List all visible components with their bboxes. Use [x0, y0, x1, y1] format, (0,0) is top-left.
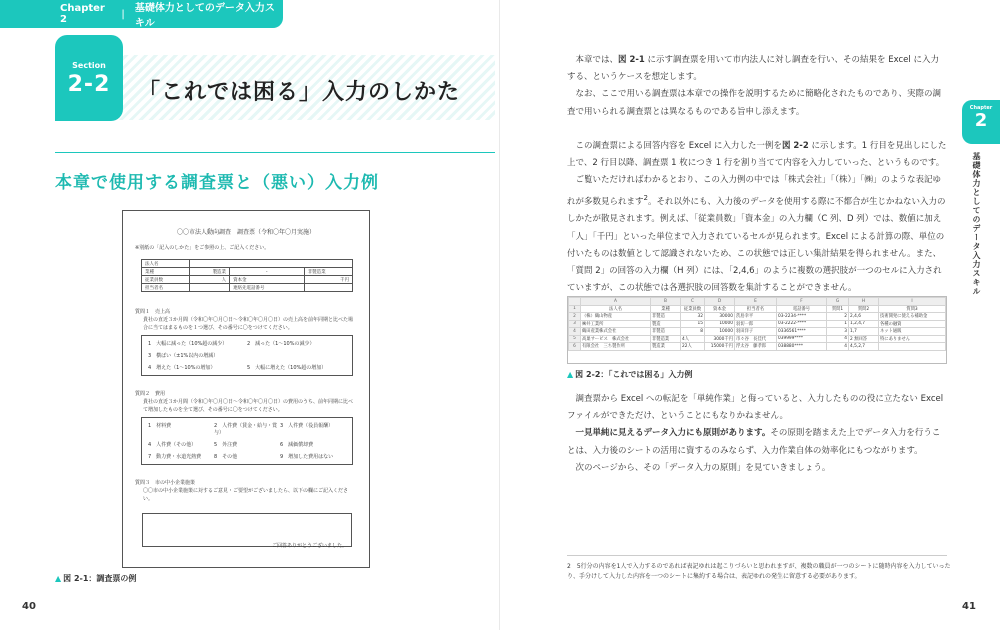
sheet-cell: 茨島幸平 — [735, 313, 777, 321]
sheet-cell: （株）鶴山物産 — [581, 313, 651, 321]
option — [247, 352, 346, 359]
survey-info-table — [141, 259, 353, 292]
paragraph: 調査票から Excel への転記を「単純作業」と侮っていると、入力したものの役に立たない Excel ファイルができただけ、ということにもなりかねません。 — [567, 394, 944, 422]
table-cell: ・ — [230, 268, 305, 276]
sheet-cell: 4人 — [681, 335, 705, 343]
sheet-row-number: 3 — [569, 320, 581, 328]
sheet-cell: 製造 — [651, 320, 681, 328]
table-row — [569, 320, 946, 328]
figure-caption-right — [567, 369, 692, 380]
sheet-cell: 2,4,6 — [849, 313, 879, 321]
sheet-cell: 30000 — [705, 313, 735, 321]
sheet-cell: 技術開発に使える補助金 — [879, 313, 946, 321]
chapter-header-tab — [0, 0, 283, 28]
sheet-column-header-row — [569, 298, 946, 306]
sheet-header-cell: G — [827, 298, 849, 306]
table-cell: 千円 — [304, 276, 352, 284]
sheet-cell: 羽田洋子 — [735, 328, 777, 336]
sheet-row-number: 4 — [569, 328, 581, 336]
footnote: 2 5行分の内容を1人で入力するのであれば表記ゆれは起こりづらいと思われますが、複数の職員が一つのシートに随時内容を入力していったり、手分けして入力した内容を一つのシートに集約する場合は、表記ゆれの発生に留意する必要があります。 — [567, 563, 951, 580]
section-badge — [55, 35, 123, 121]
sheet-cell: 各種の融資 — [879, 320, 946, 328]
table-cell: 従業員数 — [142, 276, 190, 284]
survey-title: 〇〇市法人動向調査 調査票（令和〇年〇月実施） — [176, 229, 315, 236]
sheet-cell: 質問3 — [879, 305, 946, 313]
table-cell: 法人名 — [142, 260, 190, 268]
table-row — [569, 305, 946, 313]
option: 8 その他 — [214, 454, 238, 460]
sheet-cell: 法人名 — [581, 305, 651, 313]
sheet-cell: 15 — [681, 320, 705, 328]
question-1-heading: 質問１ 売上高 — [135, 309, 171, 315]
sheet-header-cell: I — [879, 298, 946, 306]
sheet-cell: 従業員数 — [681, 305, 705, 313]
sheet-cell: 電話番号 — [777, 305, 827, 313]
option: 7 動力費・水道光熱費 — [148, 454, 202, 460]
question-3-heading: 質問３ 市の中小企業施策 — [135, 480, 196, 486]
question-3-text: 〇〇市の中小企業施策に対するご意見・ご要望がございましたら、以下の欄にご記入ください。 — [143, 488, 349, 502]
paragraph: この調査票による回答内容を Excel に入力した一例を図 2-2 に示します。1 行目を見出しにした上で、2 行目以降、調査票 1 枚につき 1 行を割り当てて内容を入力していった、というものです。 — [567, 140, 947, 169]
side-chapter-title: 基礎体力としてのデータ入力スキル — [972, 152, 981, 296]
sheet-cell: 3 — [827, 328, 849, 336]
sheet-cell: 10000 — [705, 320, 735, 328]
table-row — [569, 335, 946, 343]
option: 5 大幅に増えた（10%超の増加） — [247, 365, 327, 371]
sheet-cell: ㈱井工業所 — [581, 320, 651, 328]
section-title: 「これでは困る」入力のしかた — [138, 80, 461, 105]
sheet-row-number: 2 — [569, 313, 581, 321]
triangle-icon: ▲ — [55, 574, 62, 583]
sheet-cell: 03-2222-**** — [777, 320, 827, 328]
excel-sheet-figure — [567, 296, 947, 364]
sheet-cell — [879, 343, 946, 351]
paragraph: ご覧いただければわかるとおり、この入力例の中では「株式会社」「（株）」「㈱」のような表記ゆれが多数見られます$^2$。それ以外にも、入力後のデータを使用する際に不都合が生じかねない入力のしかたが散見されます。例えば、「従業員数」「資本金」の入力欄（C 列、D 列）では、数値に加え「人」「千円」といった単位まで入力されているセルが見られます。Excel による計算の際、単位の付いたものは数値として認識されないため、この状態では正しい集計結果を得られません。また、「質問 2」の回答の入力欄（H 列）には、「2,4,6」のように複数の選択肢が一つのセルに入力されていますが、この状態では各選択肢の回答数を集計することができません。 — [567, 175, 946, 294]
question-1-options — [141, 335, 353, 376]
body-text-top — [567, 52, 947, 297]
table-row — [142, 276, 353, 284]
chapter-separator: | — [121, 8, 125, 20]
table-row — [569, 313, 946, 321]
option: 1 材料費 — [148, 423, 172, 429]
sheet-cell: 質問2 — [849, 305, 879, 313]
paragraph: 一見単純に見えるデータ入力にも原則があります。その原則を踏まえた上でデータ入力を行うことは、入力後のシートの活用に資するのみならず、入力作業自体の効率化にもつながります。 — [567, 428, 941, 456]
sheet-cell: 32 — [681, 313, 705, 321]
option: 3 人件費（役員報酬） — [280, 423, 334, 429]
table-row — [142, 284, 353, 292]
chapter-title: 基礎体力としてのデータ入力スキル — [134, 3, 275, 29]
sheet-cell: 4 — [827, 335, 849, 343]
sheet-header-cell — [569, 298, 581, 306]
sheet-cell: 有限会社 三ち製作所 — [581, 343, 651, 351]
sheet-cell: 2 — [827, 313, 849, 321]
question-1-text: 貴社の直近３か月間（令和〇年〇月〇日〜令和〇年〇月〇日）の売上高を前年同期と比べた場合に当てはまるものを１つ選び、その番号に〇をつけてください。 — [143, 317, 354, 331]
table-cell: 非製造業 — [304, 268, 352, 276]
table-cell — [190, 284, 230, 292]
sheet-header-cell: H — [849, 298, 879, 306]
sheet-cell: 10000 — [705, 328, 735, 336]
option: 3 横ばい（±1%以内の増減） — [148, 353, 219, 359]
sheet-cell: 2 無回答 — [849, 335, 879, 343]
table-cell: 資本金 — [230, 276, 305, 284]
paragraph: 次のページから、その「データ入力の原則」を見ていきましょう。 — [575, 462, 831, 473]
sheet-cell: 市々谷 長佳代 — [735, 335, 777, 343]
sheet-cell: 特にありません — [879, 335, 946, 343]
sheet-cell: ネット通販 — [879, 328, 946, 336]
figure-caption-left — [55, 573, 136, 584]
triangle-icon: ▲ — [567, 370, 574, 379]
question-2-text: 貴社の直近３か月間（令和〇年〇月〇日〜令和〇年〇月〇日）の費用のうち、前年同期に比べて増加したものを全て選び、その番号に〇をつけてください。 — [143, 399, 354, 413]
sheet-cell: 22人 — [681, 343, 705, 351]
sheet-cell: 浮太谷 藤孝郎 — [735, 343, 777, 351]
side-tab-label: Chapter — [969, 105, 993, 111]
survey-thanks: ご回答ありがとうございました。 — [271, 543, 347, 549]
sheet-cell: 03-2234-**** — [777, 313, 827, 321]
survey-form-figure — [122, 210, 370, 568]
option: 4 人件費（その他） — [148, 442, 197, 448]
survey-note: ※別紙の「記入のしかた」をご参照の上、ご記入ください。 — [135, 245, 270, 251]
option: 5 外注費 — [214, 442, 238, 448]
table-row — [569, 343, 946, 351]
paragraph: なお、ここで用いる調査票は本章での操作を説明するために簡略化されたものであり、実際の調査で用いられる調査票とは異なるものである旨申し添えます。 — [567, 89, 942, 117]
sheet-header-cell: A — [581, 298, 651, 306]
table-cell: 業種 — [142, 268, 190, 276]
option: 9 増加した費用はない — [280, 454, 334, 460]
sheet-cell: 8 — [681, 328, 705, 336]
table-row — [142, 268, 353, 276]
sheet-row-number: 6 — [569, 343, 581, 351]
sheet-cell: 15000千円 — [705, 343, 735, 351]
table-cell: 人 — [190, 276, 230, 284]
option: 4 増えた（1〜10%の増加） — [148, 365, 216, 371]
sheet-cell: 非製造 — [651, 313, 681, 321]
sheet-header-cell: C — [681, 298, 705, 306]
option: 6 減価償却費 — [280, 442, 314, 448]
sheet-cell: 4,5,2,7 — [849, 343, 879, 351]
sheet-header-cell: E — [735, 298, 777, 306]
section-label: Section — [72, 61, 106, 70]
question-2-heading: 質問２ 費用 — [135, 391, 166, 397]
sheet-cell: 鶴田産業株式会社 — [581, 328, 651, 336]
option: 2 減った（1〜10%の減少） — [247, 341, 315, 347]
sheet-cell: 業種 — [651, 305, 681, 313]
option: 1 大幅に減った（10%超の減少） — [148, 341, 228, 347]
sheet-cell: 質問1 — [827, 305, 849, 313]
table-row — [142, 260, 353, 268]
sheet-cell: 羽切一郎 — [735, 320, 777, 328]
sheet-cell: 非製造業 — [651, 335, 681, 343]
sheet-row-number: 5 — [569, 335, 581, 343]
sheet-cell: 非製造 — [651, 328, 681, 336]
sheet-cell: 資本金 — [705, 305, 735, 313]
sheet-cell: 製造業 — [651, 343, 681, 351]
caption-text: 図 2-1：調査票の例 — [63, 574, 137, 583]
paragraph: 本章では、図 2-1 に示す調査票を用いて市内法人に対し調査を行い、その結果を Excel に入力する、というケースを想定します。 — [567, 55, 939, 83]
table-cell: 担当者名 — [142, 284, 190, 292]
table-cell: 製造業 — [190, 268, 230, 276]
caption-text: 図 2-2：「これでは困る」入力例 — [575, 370, 693, 379]
page-number-left: 40 — [22, 601, 36, 612]
footnote-divider — [567, 555, 947, 556]
sheet-cell: 1,7 — [849, 328, 879, 336]
table-cell — [190, 260, 353, 268]
section-number: 2-2 — [67, 72, 111, 97]
chapter-side-tab — [962, 100, 1000, 144]
body-text-bottom — [567, 391, 947, 477]
sheet-cell: 4 — [827, 343, 849, 351]
sheet-header-cell: F — [777, 298, 827, 306]
sheet-header-cell: D — [705, 298, 735, 306]
table-cell — [304, 284, 352, 292]
sheet-cell: 039999**** — [777, 335, 827, 343]
sheet-cell: 担当者名 — [735, 305, 777, 313]
table-cell: 連絡先電話番号 — [230, 284, 305, 292]
sheet-header-cell: B — [651, 298, 681, 306]
sheet-cell: 高巣サービス 株式会社 — [581, 335, 651, 343]
sheet-cell: 1 — [827, 320, 849, 328]
question-2-options — [141, 417, 353, 465]
option: 2 人件費（賃金・給与・賞与） — [214, 423, 278, 436]
side-tab-number: 2 — [974, 110, 988, 131]
table-row — [569, 328, 946, 336]
subheading: 本章で使用する調査票と（悪い）入力例 — [55, 173, 379, 193]
section-divider — [55, 152, 495, 153]
sheet-row-number: 1 — [569, 305, 581, 313]
sheet-cell: 3000千円 — [705, 335, 735, 343]
chapter-label: Chapter 2 — [60, 3, 105, 25]
sheet-cell: 0336561**** — [777, 328, 827, 336]
sheet-cell: 038880**** — [777, 343, 827, 351]
sheet-cell: 1,2,4,7 — [849, 320, 879, 328]
page-number-right: 41 — [962, 601, 976, 612]
